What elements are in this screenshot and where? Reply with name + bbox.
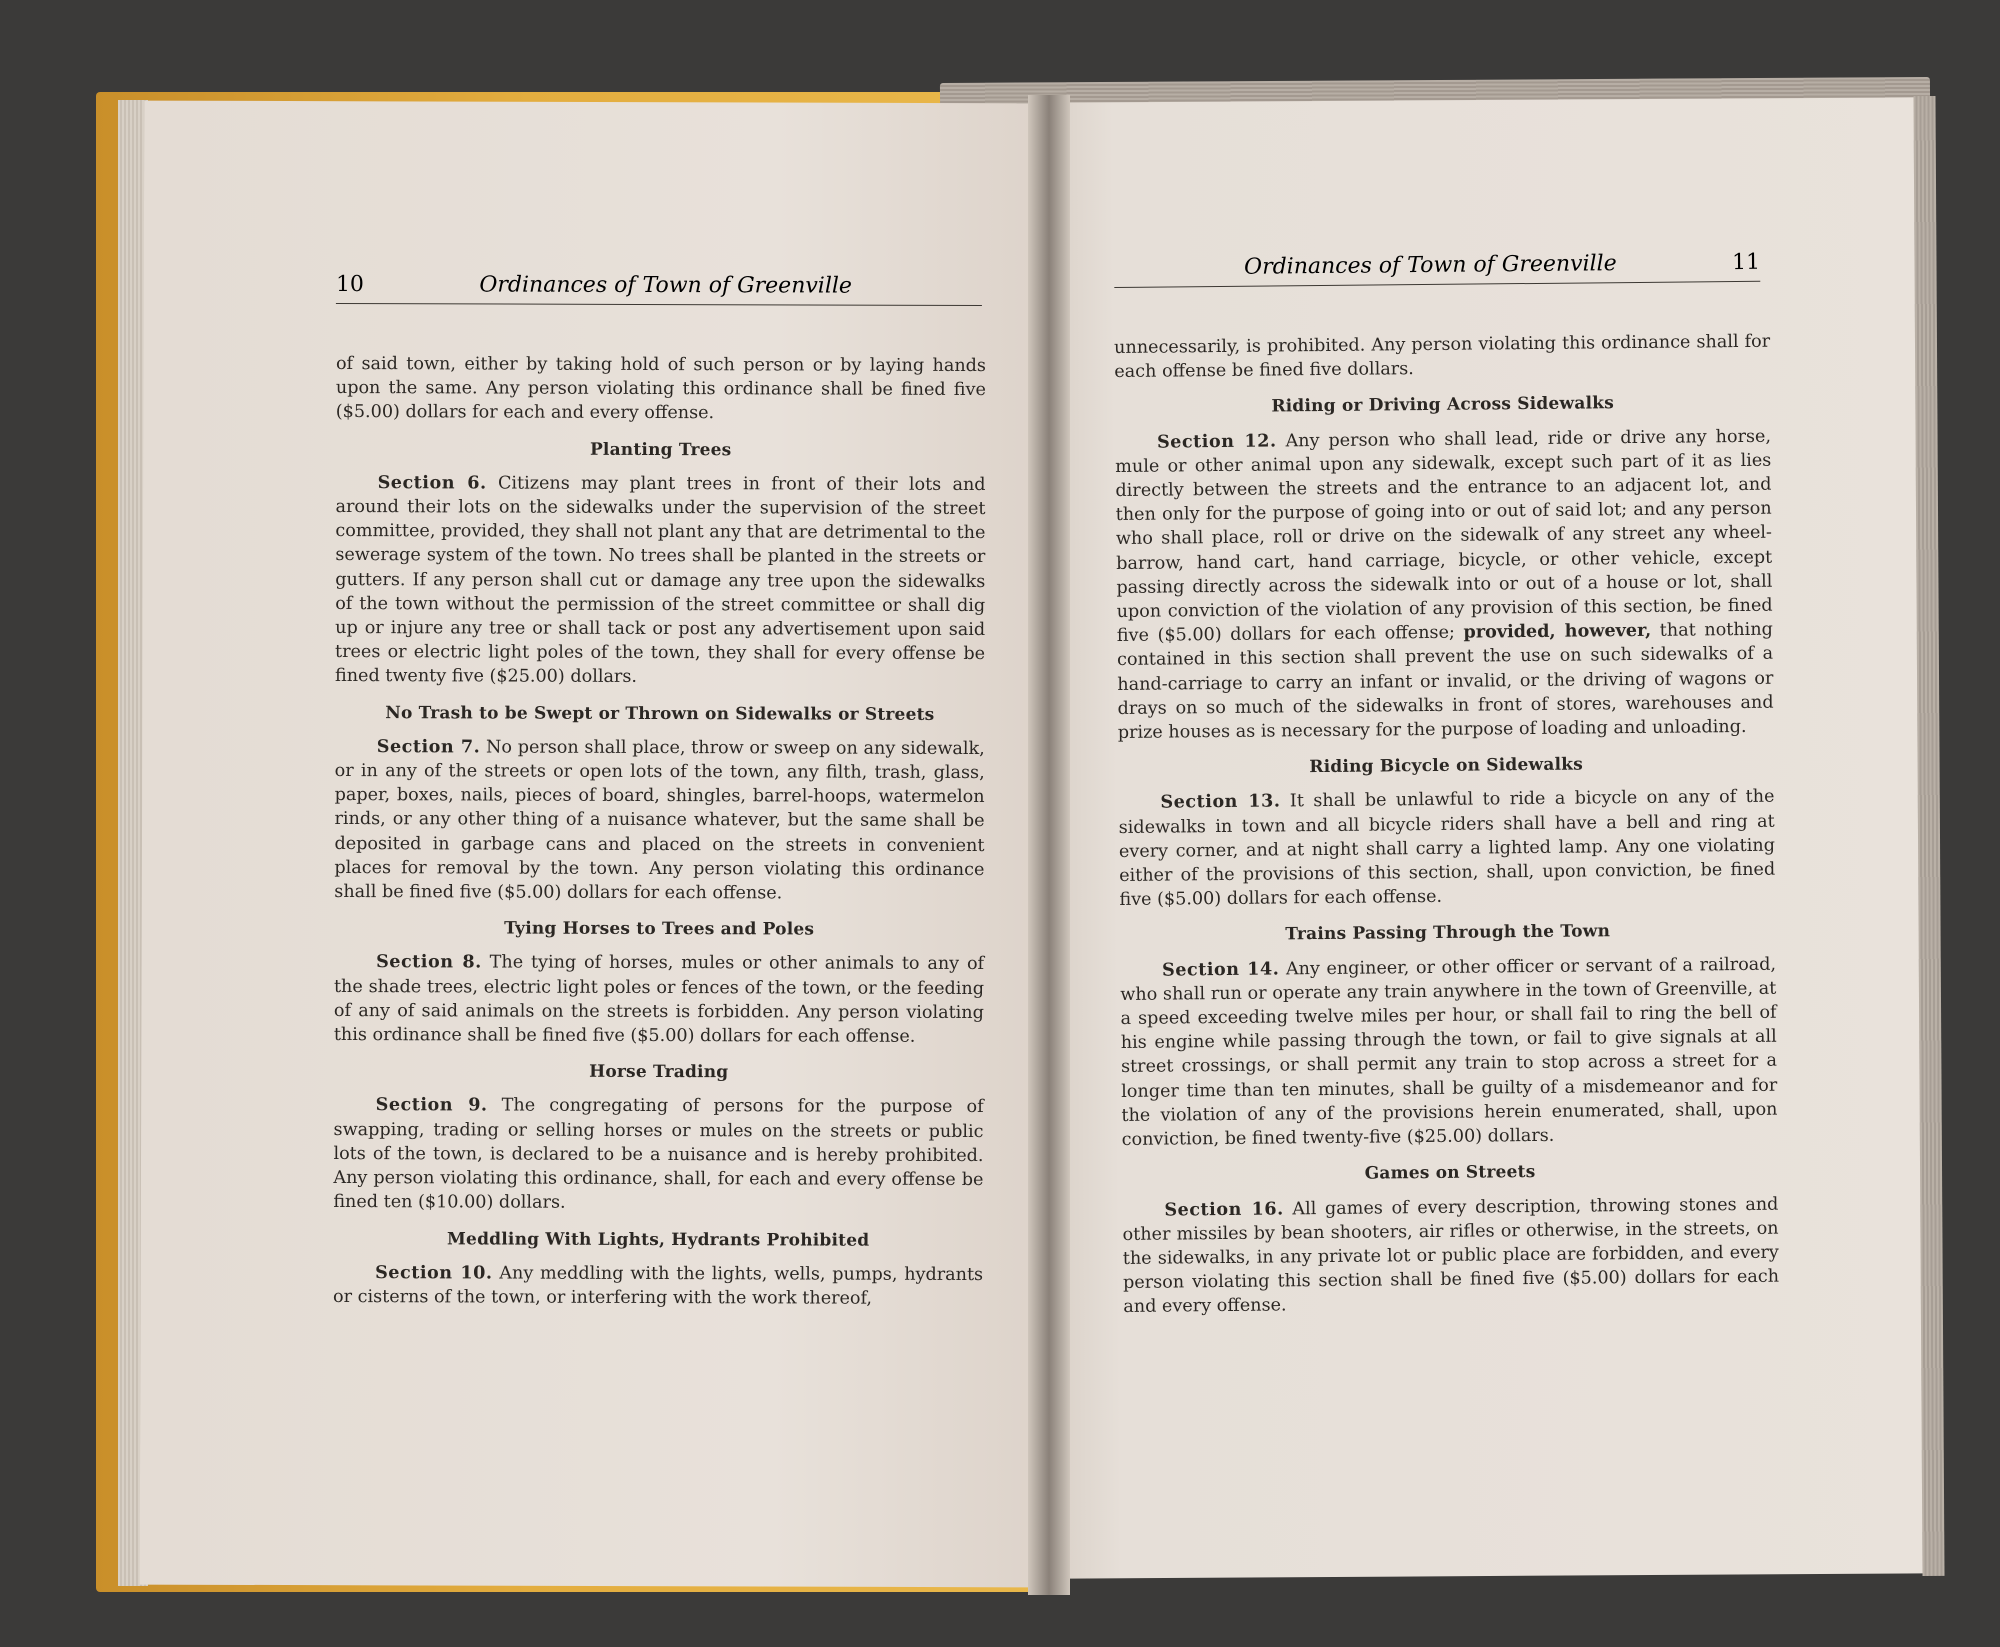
section-heading: Meddling With Lights, Hydrants Prohibited xyxy=(447,1228,870,1251)
section-label: Section 14. xyxy=(1161,958,1280,981)
left-opening-paragraph: of said town, either by taking hold of such person or by laying hands upon the same. Any person violating this ordinance shall be fined five ($5.00) dollars for each and every offense. xyxy=(335,354,986,424)
section-text: All games of every description, throwing stones and other missiles by bean shooters, air rifles or otherwise, in the streets, on the sidewalks, in any private lot or public place are forbidden, and every person violating this section shall be fined five ($5.00) dollars for each and every offense. xyxy=(1122,1194,1780,1318)
section-paragraph xyxy=(333,1261,983,1311)
running-title-left: Ordinances of Town of Greenville xyxy=(479,272,852,299)
right-page-text xyxy=(1114,330,1779,1320)
left-page-text xyxy=(333,352,986,1311)
running-title-right: Ordinances of Town of Greenville xyxy=(1243,251,1617,280)
section-heading: Trains Passing Through the Town xyxy=(1285,921,1611,945)
section-heading: No Trash to be Swept or Thrown on Sidewalks or Streets xyxy=(385,702,935,725)
section-text: that nothing contained in this section shall prevent the use on such sidewalks of a hand-carriage to carry an infant or invalid, or the driving of wagons or drays on so much of the sidewalks in front of stores, warehouses and prize houses as is necessary for the purpose of loading and unloading. xyxy=(1117,619,1774,744)
page-number-right: 11 xyxy=(1731,249,1761,276)
section-heading: Tying Horses to Trees and Poles xyxy=(504,918,815,940)
section-label: Section 6. xyxy=(377,471,487,494)
section-paragraph xyxy=(334,735,985,906)
section-heading: Riding Bicycle on Sidewalks xyxy=(1309,754,1584,778)
section-text: Any engineer, or other officer or servant of a railroad, who shall run or operate any train anywhere in the town of Greenville, at a speed exceeding twelve miles per hour, or shall fail to ring the bell of his engine while passing through the town, or fail to give signals at all street crossings, or shall permit any train to stop across a street for a longer time than ten minutes, shall be guilty of a misdemeanor and for the violation of any of the provisions herein enumerated, shall, upon conviction, be fined twenty-five ($25.00) dollars. xyxy=(1120,954,1778,1151)
section-text: No person shall place, throw or sweep on any sidewalk, or in any of the streets or open lots of the town, any filth, trash, glass, paper, boxes, nails, pieces of board, shingles, barrel-hoops, watermelon rinds, or any other thing of a nuisance whatever, but the same shall be deposited in garbage cans and placed on the streets in convenient places for removal by the town. Any person violating this ordinance shall be fined five ($5.00) dollars for each offense. xyxy=(334,737,985,904)
section-label: Section 16. xyxy=(1164,1197,1284,1221)
section-paragraph xyxy=(1120,952,1778,1152)
section-heading: Horse Trading xyxy=(589,1062,729,1083)
page-number-left: 10 xyxy=(335,272,364,298)
right-running-header xyxy=(1114,250,1760,288)
section-heading: Games on Streets xyxy=(1364,1162,1536,1184)
left-running-header xyxy=(336,272,982,306)
section-label: Section 12. xyxy=(1156,430,1277,453)
book-gutter xyxy=(1028,95,1070,1595)
section-paragraph xyxy=(1118,785,1775,912)
section-label: Section 10. xyxy=(375,1261,493,1284)
section-text: Citizens may plant trees in front of their lots and around their lots on the sidewalks under the supervision of the street committee, provided, they shall not plant any that are detrimental to the sewerage system of the town. No trees shall be planted in the streets or gutters. If any person shall cut or damage any tree upon the sidewalks of the town without the permission of the street committee or shall dig up or injure any tree or shall tack or post any advertisement upon said trees or electric light poles of the town, they shall for every offense be fined twenty five ($25.00) dollars. xyxy=(334,473,986,688)
right-opening-paragraph: unnecessarily, is prohibited. Any person violating this ordinance shall for each offense be fined five dollars. xyxy=(1114,331,1771,383)
section-text: Any person who shall lead, ride or drive any horse, mule or other animal upon any sidewalk, except such part of it as lies directly between the streets and the entrance to an adjacent lot, and then only for the purpose of going into or out of said lot; and any person who shall place, roll or drive on the sidewalk of any street any wheel-barrow, hand cart, hand carriage, bicycle, or other vehicle, except passing directly across the sidewalk into or out of a house or lot, shall upon conviction of the violation of any provision of this section, be fined five ($5.00) dollars for each offense; xyxy=(1115,426,1773,647)
section-text: The tying of horses, mules or other animals to any of the shade trees, electric light poles or fences of the town, or the feeding of any of said animals on the streets is forbidden. Any person violating this ordinance shall be fined five ($5.00) dollars for each offense. xyxy=(333,952,985,1047)
section-text: It shall be unlawful to ride a bicycle on any of the sidewalks in town and all bicycle riders shall have a bell and ring at every corner, and at night shall carry a lighted lamp. Any one violating either of the provisions of this section, shall, upon conviction, be fined five ($5.00) dollars for each offense. xyxy=(1118,787,1776,911)
section-heading: Riding or Driving Across Sidewalks xyxy=(1271,393,1615,417)
section-paragraph xyxy=(334,950,984,1049)
section-heading: Planting Trees xyxy=(589,439,732,460)
section-text: Any meddling with the lights, wells, pumps, hydrants or cisterns of the town, or interfering with the work thereof, xyxy=(333,1263,984,1309)
section-label: Section 7. xyxy=(376,735,481,758)
section-paragraph xyxy=(1122,1192,1779,1319)
section-text: The congregating of persons for the purpose of swapping, trading or selling horses or mules on the streets or public lots of the town, is declared to be a nuisance and is hereby prohibited. Any person violating this ordinance, shall, for each and every offense be fined ten ($10.00) dollars. xyxy=(333,1096,984,1214)
section-label: Section 13. xyxy=(1160,790,1281,814)
section-emphasis: provided, however, xyxy=(1463,620,1652,643)
section-paragraph xyxy=(1115,424,1774,745)
section-label: Section 9. xyxy=(375,1094,488,1116)
section-paragraph xyxy=(333,1093,983,1216)
section-paragraph xyxy=(335,471,986,691)
section-label: Section 8. xyxy=(376,951,482,973)
